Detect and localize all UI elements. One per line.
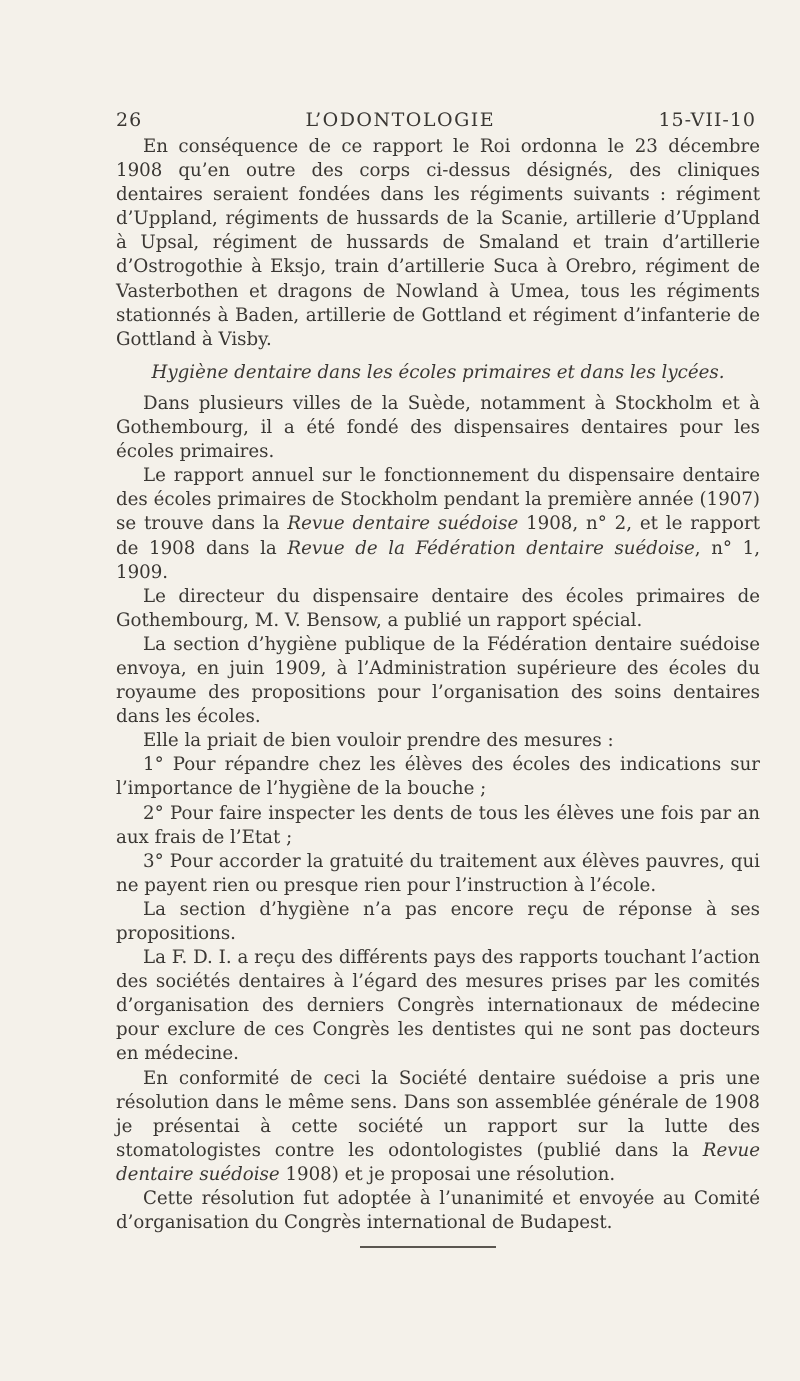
journal-title: L’ODONTOLOGIE <box>305 109 496 131</box>
paragraph-annual-report: Le rapport annuel sur le fonctionnement du dispensaire dentaire des écoles primaires de Stockholm pendant la première année (1907) se trouve dans la Revue dentaire suédoise 1908, n° 2, et le rapport de 1908 dans la Revue de la Fédération dentaire suédoise, n° 1, 1909. <box>116 465 761 583</box>
article-body <box>116 135 760 1235</box>
running-header <box>116 109 760 131</box>
paragraph-fdi-reports: La F. D. I. a reçu des différents pays des rapports touchant l’action des sociétés dentaires à l’égard des mesures prises par les comités d’organisation des derniers Congrès internationaux de médecine pour exclure de ces Congrès les dentistes qui ne sont pas docteurs en médecine. <box>116 947 760 1065</box>
paragraph-gothembourg-director: Le directeur du dispensaire dentaire des écoles primaires de Gothembourg, M. V. Bensow, a publié un rapport spécial. <box>116 585 760 631</box>
list-item-measure-1: 1° Pour répandre chez les élèves des écoles des indications sur l’importance de l’hygiène de la bouche ; <box>116 754 760 800</box>
paragraph-measures-intro: Elle la priait de bien vouloir prendre des mesures : <box>143 730 614 752</box>
paragraph-no-reply: La section d’hygiène n’a pas encore reçu de réponse à ses propositions. <box>116 898 760 944</box>
issue-date: 15-VII-10 <box>658 109 756 131</box>
paragraph-budapest: Cette résolution fut adoptée à l’unanimité et envoyée au Comité d’organisation du Congrès international de Budapest. <box>116 1188 760 1234</box>
page-number: 26 <box>116 109 143 131</box>
list-item-measure-3: 3° Pour accorder la gratuité du traitement aux élèves pauvres, qui ne payent rien ou presque rien pour l’instruction à l’école. <box>116 850 760 896</box>
paragraph-resolution: En conformité de ceci la Société dentaire suédoise a pris une résolution dans le même sens. Dans son assemblée générale de 1908 je présentai à cette société un rapport sur la lutte des stomatologistes contre les odontologistes (publié dans la Revue dentaire suédoise 1908) et je proposai une résolution. <box>116 1067 760 1185</box>
list-item-measure-2: 2° Pour faire inspecter les dents de tous les élèves une fois par an aux frais de l’Etat ; <box>116 802 760 848</box>
section-heading: Hygiène dentaire dans les écoles primaires et dans les lycées. <box>151 361 725 383</box>
paragraph-military-clinics: En conséquence de ce rapport le Roi ordonna le 23 décembre 1908 qu’en outre des corps ci-dessus désignés, des cliniques dentaires seraient fondées dans les régiments suivants : régiment d’Uppland, régiments de hussards de la Scanie, artillerie d’Uppland à Upsal, régiment de hussards de Smaland et train d’artillerie d’Ostrogothie à Eksjo, train d’artillerie Suca à Orebro, régiment de Vasterbothen et dragons de Nowland à Umea, tous les régiments stationnés à Baden, artillerie de Gottland et régiment d’infanterie de Gottland à Visby. <box>116 136 760 350</box>
paragraph-dispensaries: Dans plusieurs villes de la Suède, notamment à Stockholm et à Gothembourg, il a été fondé des dispensaires dentaires pour les écoles primaires. <box>116 392 760 463</box>
paragraph-hygiene-section: La section d’hygiène publique de la Fédération dentaire suédoise envoya, en juin 1909, à l’Administration supérieure des écoles du royaume des propositions pour l’organisation des soins dentaires dans les écoles. <box>116 633 760 728</box>
end-rule <box>360 1246 496 1248</box>
